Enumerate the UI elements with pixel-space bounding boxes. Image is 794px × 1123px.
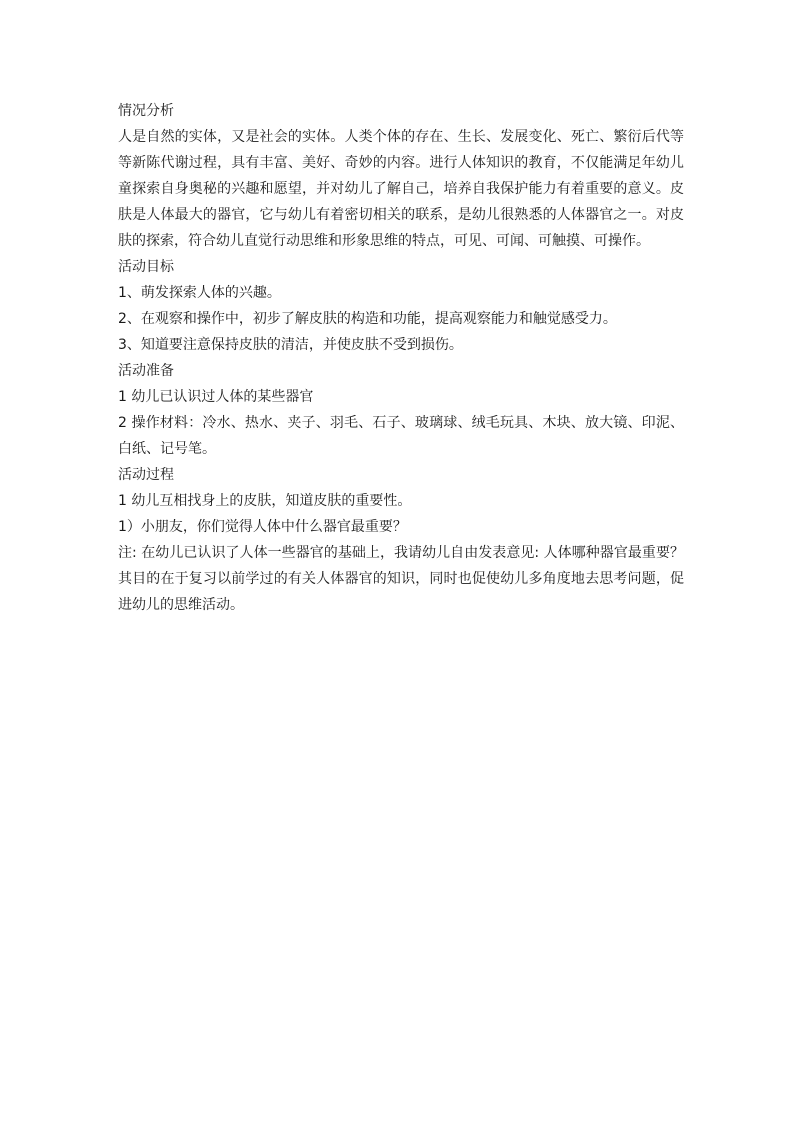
section-heading-situation-analysis: 情况分析 (118, 103, 174, 119)
goal-item-1: 1、萌发探索人体的兴趣。 (118, 285, 281, 301)
process-note: 注: 在幼儿已认识了人体一些器官的基础上，我请幼儿自由发表意见: 人体哪种器官最重要？其目的在于复习以前学过的有关人体器官的知识，同时也促使幼儿多角度地去思考问题，促进幼儿的思维活动。 (118, 545, 684, 613)
section-heading-activity-goals: 活动目标 (118, 259, 174, 275)
section-heading-activity-process: 活动过程 (118, 467, 174, 483)
preparation-item-1: 1 幼儿已认识过人体的某些器官 (118, 389, 314, 405)
goal-item-3: 3、知道要注意保持皮肤的清洁，并使皮肤不受到损伤。 (118, 337, 463, 353)
process-substep-1: 1）小朋友，你们觉得人体中什么器官最重要？ (118, 519, 407, 535)
goal-item-2: 2、在观察和操作中，初步了解皮肤的构造和功能，提高观察能力和触觉感受力。 (118, 311, 617, 327)
section-heading-activity-preparation: 活动准备 (118, 363, 174, 379)
preparation-item-2: 2 操作材料：冷水、热水、夹子、羽毛、石子、玻璃球、绒毛玩具、木块、放大镜、印泥、白纸、记号笔。 (118, 415, 684, 457)
document-body (118, 98, 684, 618)
situation-analysis-paragraph: 人是自然的实体，又是社会的实体。人类个体的存在、生长、发展变化、死亡、繁衍后代等等新陈代谢过程，具有丰富、美好、奇妙的内容。进行人体知识的教育，不仅能满足年幼儿童探索自身奥秘的兴趣和愿望，并对幼儿了解自己，培养自我保护能力有着重要的意义。皮肤是人体最大的器官，它与幼儿有着密切相关的联系，是幼儿很熟悉的人体器官之一。对皮肤的探索，符合幼儿直觉行动思维和形象思维的特点，可见、可闻、可触摸、可操作。 (118, 129, 684, 249)
process-step-1: 1 幼儿互相找身上的皮肤，知道皮肤的重要性。 (118, 493, 412, 509)
